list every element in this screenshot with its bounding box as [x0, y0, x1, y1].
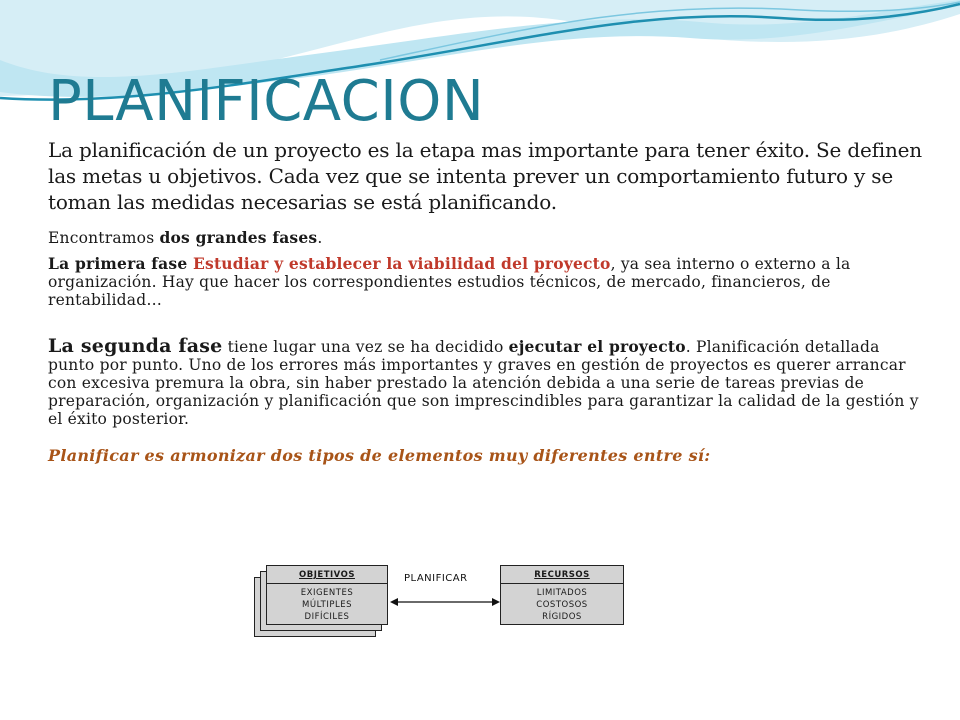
phases-paragraph: [48, 229, 928, 247]
second-phase-lead: La segunda fase: [48, 335, 223, 357]
first-phase-highlight: Estudiar y establecer la viabilidad del proyecto: [187, 254, 611, 273]
objectives-item: EXIGENTES: [300, 588, 354, 598]
resources-box: [500, 565, 624, 625]
planning-diagram: [254, 563, 624, 639]
resources-item: COSTOSOS: [536, 600, 588, 610]
resources-title: RECURSOS: [534, 570, 590, 580]
second-phase-text: . Planificación detallada punto por punto. Uno de los errores más importantes y graves en gestión de proyectos es querer arrancar con excesiva premura la obra, sin haber prestado la atención debida a una serie de tareas previas de preparación, organización y planificación que son imprescindibles para garantizar la calidad de la gestión y el éxito posterior.: [48, 338, 919, 428]
objectives-item: MÚLTIPLES: [302, 600, 352, 610]
intro-paragraph: La planificación de un proyecto es la etapa mas importante para tener éxito. Se definen las metas u objetivos. Cada vez que se intenta prever un comportamiento futuro y se toman las medidas necesarias se está planificando.: [48, 138, 922, 214]
objectives-title: OBJETIVOS: [299, 570, 355, 580]
second-phase-bold: ejecutar el proyecto: [508, 337, 686, 356]
slide-title: PLANIFICACION: [48, 69, 485, 134]
phases-bold: dos grandes fases: [159, 228, 318, 247]
planificar-label: PLANIFICAR: [404, 573, 468, 584]
second-phase-text1: tiene lugar una vez se ha decidido: [222, 338, 509, 356]
objectives-box: [266, 565, 388, 625]
resources-item: RÍGIDOS: [542, 612, 582, 622]
phases-prefix: Encontramos: [48, 229, 160, 247]
phases-suffix: .: [317, 229, 323, 247]
objectives-item: DIFÍCILES: [304, 612, 350, 622]
second-phase-paragraph: [48, 337, 928, 428]
first-phase-lead: La primera fase: [48, 254, 188, 273]
first-phase-text: , ya sea interno o externo a la organización. Hay que hacer los correspondientes estudios técnicos, de mercado, financieros, de rentabilidad…: [48, 255, 851, 309]
first-phase-paragraph: [48, 255, 928, 309]
emphasis-sentence: Planificar es armonizar dos tipos de elementos muy diferentes entre sí:: [48, 446, 711, 465]
double-arrow-icon: [390, 597, 500, 607]
slide-content: [48, 137, 928, 465]
resources-item: LIMITADOS: [536, 588, 588, 598]
